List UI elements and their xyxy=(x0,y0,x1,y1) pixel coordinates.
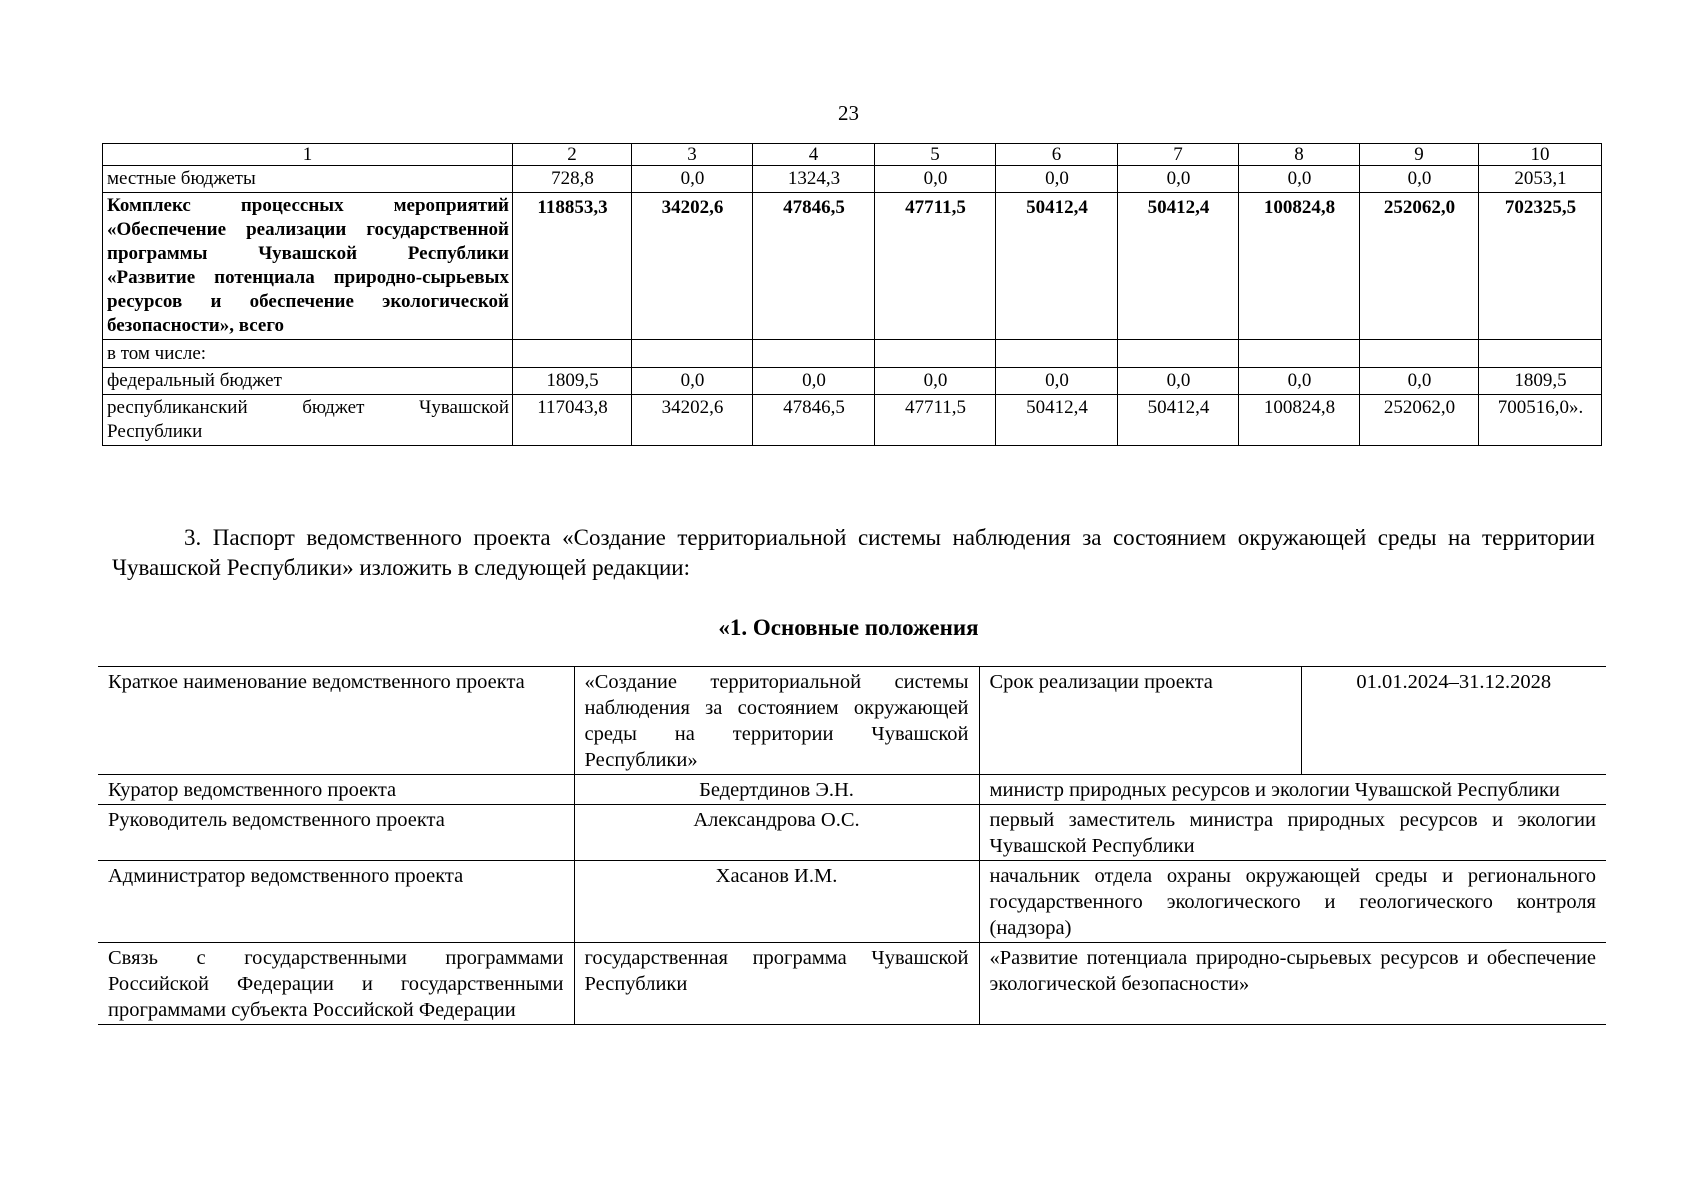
table-row-federal-budget xyxy=(103,368,1602,395)
table-cell xyxy=(1239,340,1360,368)
table-cell: 0,0 xyxy=(1360,368,1479,395)
passport-row-administrator xyxy=(98,861,1606,943)
column-number: 8 xyxy=(1239,144,1360,166)
table-cell: 0,0 xyxy=(1239,368,1360,395)
table-cell: 1809,5 xyxy=(1479,368,1602,395)
table-cell: 252062,0 xyxy=(1360,395,1479,446)
row-label: местные бюджеты xyxy=(103,166,513,193)
section-heading: «1. Основные положения xyxy=(718,615,979,640)
column-number: 6 xyxy=(996,144,1118,166)
table-cell: 0,0 xyxy=(753,368,875,395)
table-cell: 47846,5 xyxy=(753,395,875,446)
table-cell: 117043,8 xyxy=(513,395,632,446)
column-number: 9 xyxy=(1360,144,1479,166)
curator-name: Бедертдинов Э.Н. xyxy=(574,775,979,805)
table-row-republican-budget xyxy=(103,395,1602,446)
head-label: Руководитель ведомственного проекта xyxy=(98,805,574,861)
table-cell xyxy=(1360,340,1479,368)
passport-row-program-link xyxy=(98,943,1606,1025)
program-link-name: «Развитие потенциала природно-сырьевых ресурсов и обеспечение экологической безопасности» xyxy=(979,943,1606,1025)
table-cell: 252062,0 xyxy=(1360,193,1479,340)
table-cell: 700516,0». xyxy=(1479,395,1602,446)
table-cell: 50412,4 xyxy=(1118,395,1239,446)
term-label: Срок реализации проекта xyxy=(979,667,1301,775)
table-cell xyxy=(1479,340,1602,368)
table-cell xyxy=(513,340,632,368)
table-row-process-complex-total xyxy=(103,193,1602,340)
short-name-label: Краткое наименование ведомственного проекта xyxy=(98,667,574,775)
table-cell: 118853,3 xyxy=(513,193,632,340)
row-label: республиканский бюджет Чувашской Республики xyxy=(103,395,513,446)
table-cell: 0,0 xyxy=(1118,166,1239,193)
program-link-type: государственная программа Чувашской Республики xyxy=(574,943,979,1025)
curator-label: Куратор ведомственного проекта xyxy=(98,775,574,805)
table-cell: 0,0 xyxy=(1239,166,1360,193)
page-number: 23 xyxy=(838,101,859,125)
table-cell xyxy=(996,340,1118,368)
curator-position: министр природных ресурсов и экологии Чувашской Республики xyxy=(979,775,1606,805)
column-number: 1 xyxy=(103,144,513,166)
table-cell: 728,8 xyxy=(513,166,632,193)
short-name-value: «Создание территориальной системы наблюдения за состоянием окружающей среды на территории Чувашской Республики» xyxy=(574,667,979,775)
program-link-label: Связь с государственными программами Российской Федерации и государственными программами субъекта Российской Федерации xyxy=(98,943,574,1025)
admin-label: Администратор ведомственного проекта xyxy=(98,861,574,943)
table-cell: 100824,8 xyxy=(1239,395,1360,446)
table-cell: 0,0 xyxy=(632,166,753,193)
table-row-local-budgets xyxy=(103,166,1602,193)
passport-row-short-name xyxy=(98,667,1606,775)
table-cell: 0,0 xyxy=(1118,368,1239,395)
amendment-paragraph: 3. Паспорт ведомственного проекта «Создание территориальной системы наблюдения за состоянием окружающей среды на территории Чувашской Республики» изложить в следующей редакции: xyxy=(112,525,1595,580)
table-cell: 50412,4 xyxy=(996,193,1118,340)
admin-name: Хасанов И.М. xyxy=(574,861,979,943)
table-cell: 1809,5 xyxy=(513,368,632,395)
table-cell: 47711,5 xyxy=(875,193,996,340)
passport-row-curator xyxy=(98,775,1606,805)
admin-position: начальник отдела охраны окружающей среды и регионального государственного экологического и геологического контроля (надзора) xyxy=(979,861,1606,943)
term-value: 01.01.2024–31.12.2028 xyxy=(1301,667,1606,775)
table-header-row xyxy=(103,144,1602,166)
budget-table xyxy=(102,143,1602,446)
column-number: 4 xyxy=(753,144,875,166)
table-cell: 0,0 xyxy=(996,166,1118,193)
row-label: федеральный бюджет xyxy=(103,368,513,395)
table-cell: 50412,4 xyxy=(996,395,1118,446)
column-number: 3 xyxy=(632,144,753,166)
table-cell xyxy=(632,340,753,368)
table-cell: 0,0 xyxy=(875,166,996,193)
table-row-including xyxy=(103,340,1602,368)
table-cell: 1324,3 xyxy=(753,166,875,193)
column-number: 5 xyxy=(875,144,996,166)
table-cell: 47846,5 xyxy=(753,193,875,340)
table-cell: 47711,5 xyxy=(875,395,996,446)
table-cell: 34202,6 xyxy=(632,193,753,340)
column-number: 7 xyxy=(1118,144,1239,166)
table-cell: 0,0 xyxy=(632,368,753,395)
table-cell: 34202,6 xyxy=(632,395,753,446)
table-cell xyxy=(875,340,996,368)
head-name: Александрова О.С. xyxy=(574,805,979,861)
passport-row-head xyxy=(98,805,1606,861)
table-cell: 2053,1 xyxy=(1479,166,1602,193)
row-label: Комплекс процессных мероприятий «Обеспечение реализации государственной программы Чувашской Республики «Развитие потенциала природно-сырьевых ресурсов и обеспечение экологической безопасности», всего xyxy=(103,193,513,340)
table-cell: 702325,5 xyxy=(1479,193,1602,340)
table-cell: 100824,8 xyxy=(1239,193,1360,340)
table-cell: 0,0 xyxy=(875,368,996,395)
table-cell: 0,0 xyxy=(996,368,1118,395)
head-position: первый заместитель министра природных ресурсов и экологии Чувашской Республики xyxy=(979,805,1606,861)
column-number: 2 xyxy=(513,144,632,166)
passport-table xyxy=(98,666,1606,1025)
table-cell: 50412,4 xyxy=(1118,193,1239,340)
row-label: в том числе: xyxy=(103,340,513,368)
column-number: 10 xyxy=(1479,144,1602,166)
table-cell xyxy=(753,340,875,368)
table-cell: 0,0 xyxy=(1360,166,1479,193)
table-cell xyxy=(1118,340,1239,368)
